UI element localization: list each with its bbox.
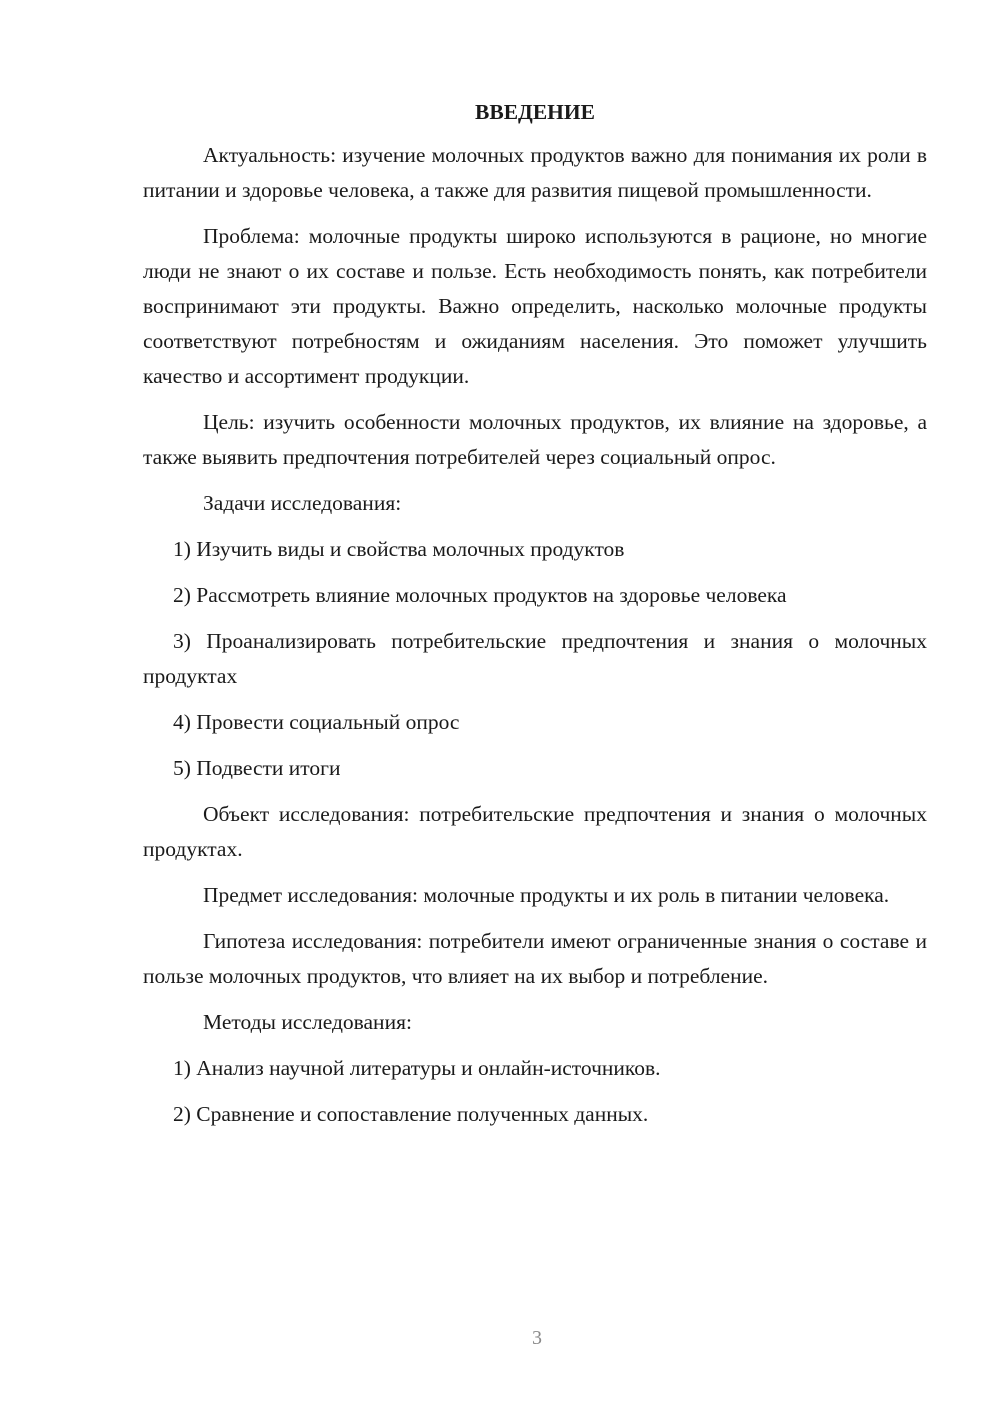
task-item-4: 4) Провести социальный опрос [173,710,460,734]
method-item-2: 2) Сравнение и сопоставление полученных данных. [173,1102,649,1126]
paragraph-goal: Цель: изучить особенности молочных продуктов, их влияние на здоровье, а также выявить предпочтения потребителей через социальный опрос. [143,410,927,469]
paragraph-problem: Проблема: молочные продукты широко используются в рационе, но многие люди не знают о их составе и пользе. Есть необходимость понять, как потребители воспринимают эти продукты. Важно определить, насколько молочные продукты соответствуют потребностям и ожиданиям населения. Это поможет улучшить качество и ассортимент продукции. [143,224,927,388]
task-item-5: 5) Подвести итоги [173,756,341,780]
page-number: 3 [532,1327,542,1349]
task-item-2: 2) Рассмотреть влияние молочных продуктов на здоровье человека [173,583,787,607]
section-title: ВВЕДЕНИЕ [475,100,595,124]
tasks-heading: Задачи исследования: [203,491,402,515]
page-content [143,95,927,1143]
task-item-3: 3) Проанализировать потребительские предпочтения и знания о молочных продуктах [143,629,927,688]
paragraph-subject: Предмет исследования: молочные продукты и их роль в питании человека. [203,883,890,907]
method-item-1: 1) Анализ научной литературы и онлайн-источников. [173,1056,661,1080]
paragraph-object: Объект исследования: потребительские предпочтения и знания о молочных продуктах. [143,802,927,861]
paragraph-hypothesis: Гипотеза исследования: потребители имеют ограниченные знания о составе и пользе молочных продуктов, что влияет на их выбор и потребление. [143,929,927,988]
task-item-1: 1) Изучить виды и свойства молочных продуктов [173,537,625,561]
methods-heading: Методы исследования: [203,1010,412,1034]
paragraph-relevance: Актуальность: изучение молочных продуктов важно для понимания их роли в питании и здоровье человека, а также для развития пищевой промышленности. [143,143,927,202]
